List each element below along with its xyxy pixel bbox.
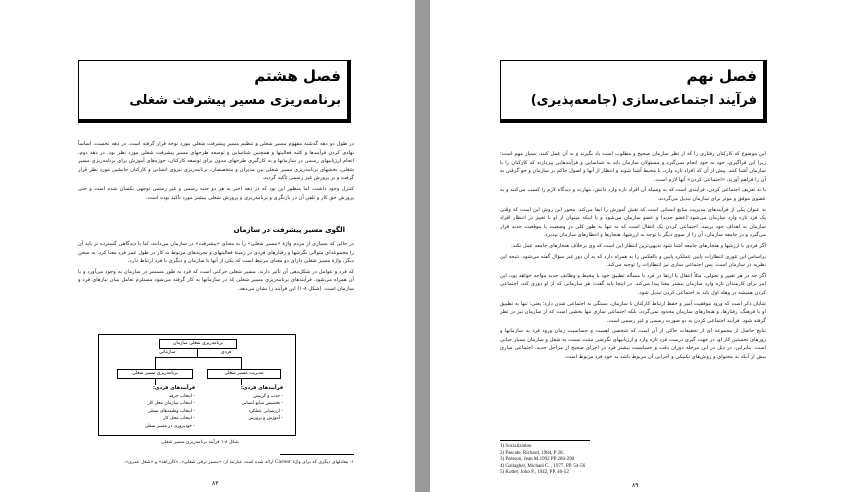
page-number: ۸۹	[632, 482, 639, 489]
footnote: 1) Socialization	[500, 444, 532, 449]
paragraph: به عنوان یکی از فرآیندهای مدیریت منابع انسانی است که نقش آموزش را ایفا می‌کند. محور این روش این است که وقتی یک فرد تازه وارد سازمان می‌شود (عضو جدید) و عضو سازمان می‌شود و با اینکه میتوان از او با تغییر در انتظار افراد سازمان به اهداف خود برسد، اجتماعی کردن یک انتقال است که نه تنها به طور کلی در وضعیت یا موقعیت جدید قرار می‌گیرد و در جامعه سازمان، آن را از سوی دیگر با توجه به ارزشها، هنجارها و انتظارهای سازمان بپذیرد.	[500, 206, 766, 239]
footnote: 2) Pascale, Richard, 1984, P 28.	[500, 450, 564, 456]
footnote-rule	[280, 454, 354, 455]
paragraph: براساس این تئوری انتظارات پایین عملکرد پایین و بالعکس را به همراه دارد که به آن دور غیر سؤال گفته می‌شود. نتیجه این نظریه در سازمان است. پس اجتماعی سازی نیز انتظارات را توجیه می‌کند.	[500, 253, 766, 269]
diagram-left-label: سازمانی	[159, 350, 176, 355]
footnote-rule	[500, 440, 590, 441]
list-title: فرآیندهای فردی:	[152, 385, 195, 391]
footnote: 3) Pearson, Jean M.1992 PP 286-290	[500, 457, 575, 463]
diagram-right-box: مدیریت مسیر شغلی	[207, 369, 281, 379]
chapter-number: فصل نهم	[686, 67, 757, 85]
list-item: - خودپروری در مسیر شغلی	[144, 423, 195, 429]
footnote: 5) Kotter, John P., 1942, PP. 46-52	[500, 470, 569, 476]
paragraph: شایان ذکر است که ورود موفقیت آمیز و حفظ ارتباط کارکنان با سازمان، بستگی به اجتماعی شدن دارد؛ یعنی: تنها به تطبیق او با فرهنگ، رفتارها، و هنجارهای سازمان محدود نمی‌گردد. بلکه اجتماعی سازی تنها بخشی است که از سازمان نیز در نظر گرفته شود. فرآیند اجتماعی کردن به دو صورت رسمی و غیر رسمی است.	[500, 300, 766, 324]
list-item: - انتخاب وظیفه‌های شغلی	[147, 408, 195, 414]
footnotes	[500, 444, 700, 477]
paragraph: در طول دو دهه گذشته مفهوم مسیر شغلی و تنظیم مسیر پیشرفت شغلی مورد توجه قرار گرفته است. در دهه نخست، اساساً نهادی کردن فرآیندها و کلیه فعالیتها و همچنین شناسایی و توسعه طرحهای مسیر پیشرفت شغلی مورد نظر بود. در دهه دوم، انجام ارزیابیهای رسمی در سازمانها و به کارگیری طرحهای مدون برای توسعه کارکنان، حوزه‌های آموزش برای برنامه‌ریزی مسیر شغلی، بخشهای برنامه‌ریزی مسیر شغلی بین مدیران و متخصصان، برنامه‌ریزی نیروی انسانی و کارکنان جانشین مورد نظر قرار گرفت و بر پرورش غیر رسمی تأکید گردید.	[78, 141, 354, 182]
paragraph: اگر چه در هر تغییر و تحولی، مثلاً انتقال یا ارتقا در فرد با مسأله تطبیق خود با محیط و وظایف جدید مواجه خواهد بود، این امر برای کارمندان تازه وارد سازمان بیشتر معنا پیدا می‌کند. در اینجا باید گفت: هر سازمانی که از او دوری کند، اجتماعی کردن همیشه در وهله اول باید به اجتماعی کردن تبدیل شود.	[500, 272, 766, 296]
list-item: - جذب و گزینش	[253, 393, 283, 399]
page-number: ۸۳	[212, 480, 219, 487]
page-gutter	[415, 0, 430, 492]
diagram-right-label: فردی	[221, 350, 232, 355]
section-heading: الگوی مسیر پیشرفت در سازمان	[233, 226, 345, 234]
paragraph: در حالی که بسیاری از مردم واژهٔ «مسیر شغلی» را به معنای «پیشرفت» در سازمان می‌دانند، اما با دیدگاهی گسترده تر باید آن را مجموعه‌ای متوالی نگرشها و رفتارهای فردی در زمینهٔ فعالیتهای و تجربه‌های مربوط به کار در طول عمر فرد معنا کرد. به سخن دیگر، واژهٔ مسیر شغلی دارای دو معنای مرتبط است که یکی از آنها با سازمان و دیگری با فرد ارتباط دارد.	[78, 241, 354, 265]
list-item: - انتخاب سازمان محل کار	[147, 401, 195, 407]
list-item: - انتخاب محل کار	[163, 416, 195, 422]
figure-caption: شکل ۸-۱ فرآیند برنامه‌ریزی مسیر شغلی	[161, 440, 239, 445]
list-item: - تخصیص منابع انسانی	[241, 401, 283, 407]
list-item: - انتخاب حرفه	[168, 393, 195, 399]
body-text	[500, 150, 766, 438]
chapter-title: فرآیند اجتماعی‌سازی (جامعه‌پذیری)	[530, 93, 757, 108]
chapter-header-box	[78, 60, 351, 123]
paragraph: کنترل وجود داشت. اما منظور این بود که در دهه اخیر به هر دو جنبه رسمی و غیر رسمی توجهی یکسان شده است و حتی پرورش حق کار و تلفن آن در بازنگری و برنامه‌ریزی و پرورش شغلی بیشتر مورد تأکید بوده است.	[78, 185, 354, 201]
paragraph: نتایج حاصل از مجموعه ای از تحقیقات حاکی از آن است که شخصی اهمیت و حساسیت زمان ورود فرد به سازمانها و روزهای نخستین کار او، در جهت گیری درست فرد تازه وارد و ارزیابیهای نگرشی مثبت نسبت به شغل و سازمان بسیار حیاتی است. بنابراین، در ذیل در این مرحله دوران دقت و حساسیت بیشتر فرد در اجرای صحیح از مراحل جدید، اجتماعی سازی بیش از آنکه به محتوای و روش‌های تکنیکی و اجرایی آن مربوط باشد به خود فرد مربوط است.	[500, 328, 766, 361]
intro-text	[78, 140, 354, 218]
paragraph: اگر فردی با ارزشها و هنجارهای جامعه آشنا شود بدیهی‌ترین انتظار این است که وی برخلاف هنجارهای جامعه عمل نکند.	[511, 242, 766, 249]
list-item: - ارزشیابی عملکرد	[248, 408, 283, 414]
paragraph: که فرد و عوامل در شکل‌دهی آن تأثیر دارند. مسیر شغلی حرکتی است که فرد به طور مستمر در سازمان به وجود می‌آورد و با آن همراه می‌شود. فرآیندهای برنامه‌ریزی مسیر شغلی که در سازمانها به کار گرفته می‌شود مستلزم تعامل میان نیازهای فرد و سازمان است. (شکل ۸-۱) این فرآیند را نشان می‌دهد.	[78, 268, 354, 292]
paragraph: این موضوع که کارکنان رفتاری را که از نظر سازمان صحیح و مطلوب است یاد بگیرند و به آن عمل کنند، بسیار مهم است؛ زیرا این فراگیری، خود به خود انجام نمی‌گیرد و مسئولان سازمان باید به شناسایی و فرآیندهایی بپردازند که کارکنان را با سازمان آشنا کنند. پیش از آن که افراد تازه وارد، با محیط آشنا شوند و انتظار از آنها و اصول حاکم بر سازمان و خو گرفتن به آن را فراهم آورند، «اجتماعی کردن» آنها لازم است.	[500, 151, 766, 183]
diagram-top-box: برنامه‌ریزی شغلی سازمان	[159, 339, 237, 349]
process-diagram	[98, 334, 296, 436]
diagram-left-list	[113, 385, 195, 431]
chapter-number: فصل هشتم	[254, 67, 341, 85]
left-page	[0, 0, 415, 492]
chapter-title: برنامه‌ریزی مسیر پیشرفت شغلی	[129, 93, 341, 108]
diagram-right-list	[207, 385, 283, 423]
paragraph: با نه تعریف اجتماعی کردن، فرآیندی است که به وسیله آن افراد تازه وارد دانش، مهارت و دیدگاه لازم را کسب می‌کنند و به عضوی موفق و موثر برای سازمان تبدیل می‌گردند.	[500, 187, 766, 202]
footnote: ۱- معادلهای دیگری که برای واژهٔ Career ارائه شده است عبارتند از: «مسیر ترقی شغلی»، «کارراهه» و «شغل عمری».	[123, 460, 354, 465]
right-page	[430, 0, 845, 492]
chapter-header-box	[500, 60, 767, 123]
section-text	[78, 240, 354, 320]
footnote: 4) Gallagher, Michael C. , 1977, PP. 54-56	[500, 463, 586, 469]
list-title: فرآیندهای فردی:	[240, 385, 283, 391]
diagram-left-box: برنامه‌ریزی مسیر شغلی	[117, 369, 193, 379]
list-item: - آموزش و پرورش	[248, 416, 283, 422]
